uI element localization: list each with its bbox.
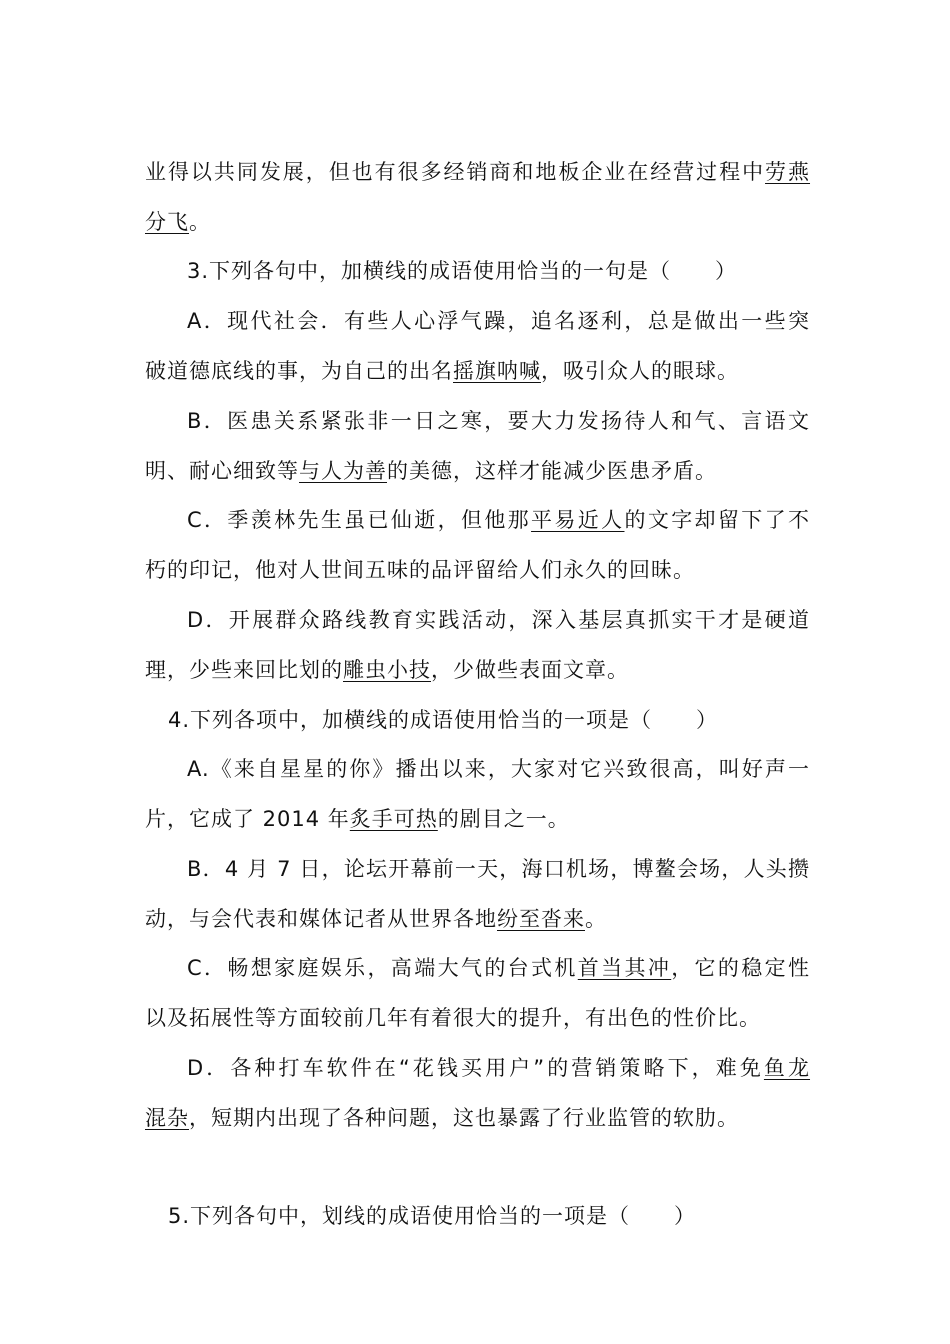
option-line: D．各种打车软件在“花钱买用户”的营销策略下，难免鱼龙 bbox=[187, 1056, 811, 1080]
text-line: 理，少些来回比划的雕虫小技，少做些表面文章。 bbox=[145, 658, 629, 682]
underlined-idiom: 摇旗呐喊 bbox=[453, 359, 541, 383]
underlined-idiom: 分飞 bbox=[145, 210, 189, 234]
text-line: 片，它成了 2014 年炙手可热的剧目之一。 bbox=[145, 807, 570, 831]
underlined-idiom: 炙手可热 bbox=[349, 807, 438, 831]
option-line: D．开展群众路线教育实践活动，深入基层真抓实干才是硬道 bbox=[187, 608, 810, 632]
underlined-idiom: 鱼龙 bbox=[763, 1056, 811, 1080]
underlined-idiom: 平易近人 bbox=[531, 508, 625, 532]
text-line: 混杂，短期内出现了各种问题，这也暴露了行业监管的软肋。 bbox=[145, 1106, 739, 1130]
underlined-idiom: 首当其冲 bbox=[577, 956, 672, 980]
underlined-idiom: 雕虫小技 bbox=[343, 658, 431, 682]
text-line: 业得以共同发展，但也有很多经销商和地板企业在经营过程中劳燕 bbox=[145, 160, 811, 184]
option-line: A．现代社会．有些人心浮气躁，追名逐利，总是做出一些突 bbox=[187, 309, 810, 333]
option-line: B．医患关系紧张非一日之寒，要大力发扬待人和气、言语文 bbox=[187, 409, 810, 433]
text-line: 动，与会代表和媒体记者从世界各地纷至沓来。 bbox=[145, 907, 607, 931]
option-line: C．畅想家庭娱乐，高端大气的台式机首当其冲，它的稳定性 bbox=[187, 956, 810, 980]
text-line: 以及拓展性等方面较前几年有着很大的提升，有出色的性价比。 bbox=[145, 1006, 761, 1030]
question-heading: 4.下列各项中，加横线的成语使用恰当的一项是（ ） bbox=[168, 708, 719, 732]
text-line: 明、耐心细致等与人为善的美德，这样才能减少医患矛盾。 bbox=[145, 459, 717, 483]
option-line: B．4 月 7 日，论坛开幕前一天，海口机场，博鳌会场，人头攒 bbox=[187, 857, 810, 881]
question-heading: 5.下列各句中，划线的成语使用恰当的一项是（ ） bbox=[168, 1204, 697, 1228]
underlined-idiom: 混杂 bbox=[145, 1106, 189, 1130]
underlined-idiom: 与人为善 bbox=[299, 459, 387, 483]
option-line: C．季羡林先生虽已仙逝，但他那平易近人的文字却留下了不 bbox=[187, 508, 810, 532]
text-line: 朽的印记，他对人世间五味的品评留给人们永久的回昧。 bbox=[145, 558, 695, 582]
text-line: 分飞。 bbox=[145, 210, 211, 234]
text-line: 破道德底线的事，为自己的出名摇旗呐喊，吸引众人的眼球。 bbox=[145, 359, 739, 383]
underlined-idiom: 劳燕 bbox=[765, 160, 811, 184]
option-line: A.《来自星星的你》播出以来，大家对它兴致很高，叫好声一 bbox=[187, 757, 810, 781]
underlined-idiom: 纷至沓来 bbox=[497, 907, 585, 931]
question-heading: 3.下列各句中，加横线的成语使用恰当的一句是（ ） bbox=[187, 259, 738, 283]
